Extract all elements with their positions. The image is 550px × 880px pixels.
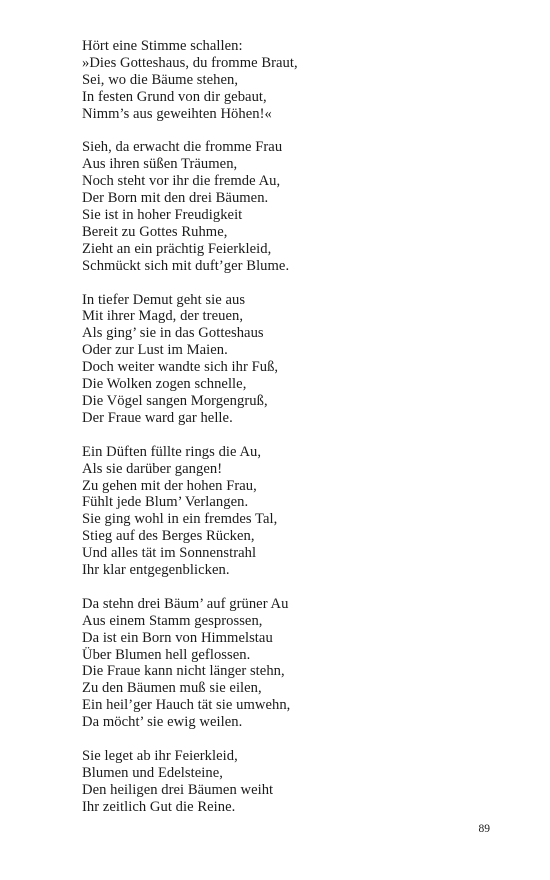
verse-line: Den heiligen drei Bäumen weiht <box>82 781 274 798</box>
stanza <box>82 139 502 274</box>
verse-line: Sei, wo die Bäume stehen, <box>82 71 239 88</box>
verse-line: Ein Düften füllte rings die Au, <box>82 443 262 460</box>
verse-line: Die Vögel sangen Morgengruß, <box>82 393 268 409</box>
verse-line: Sie ging wohl in ein fremdes Tal, <box>82 511 278 528</box>
verse-line: Der Fraue ward gar helle. <box>82 409 233 426</box>
verse-line: Nimm’s aus geweihten Höhen!« <box>82 105 272 122</box>
verse-line: Aus einem Stamm gesprossen, <box>82 612 263 629</box>
verse-line: In festen Grund von dir gebaut, <box>82 88 267 105</box>
verse-line: Noch steht vor ihr die fremde Au, <box>82 173 281 190</box>
verse-line: Da möcht’ sie ewig weilen. <box>82 714 243 731</box>
verse-line: Stieg auf des Berges Rücken, <box>82 528 255 545</box>
verse-line: Aus ihren süßen Träumen, <box>82 156 238 173</box>
verse-line: Sie ist in hoher Freudigkeit <box>82 207 243 224</box>
verse-line: Hört eine Stimme schallen: <box>82 38 243 54</box>
verse-line: Die Fraue kann nicht länger stehn, <box>82 663 285 680</box>
verse-line: Mit ihrer Magd, der treuen, <box>82 308 244 325</box>
verse-line: Die Wolken zogen schnelle, <box>82 376 247 393</box>
verse-line: Ein heil’ger Hauch tät sie umwehn, <box>82 697 291 714</box>
verse-line: Oder zur Lust im Maien. <box>82 342 228 359</box>
stanza <box>82 292 502 427</box>
verse-line: Der Born mit den drei Bäumen. <box>82 190 269 207</box>
verse-line: Blumen und Edelsteine, <box>82 764 223 781</box>
verse-line: »Dies Gotteshaus, du fromme Braut, <box>82 54 298 71</box>
verse-line: Da stehn drei Bäum’ auf grüner Au <box>82 595 289 612</box>
poem-text <box>82 38 502 833</box>
verse-line: Sie leget ab ihr Feierkleid, <box>82 747 238 764</box>
verse-line: Zu gehen mit der hohen Frau, <box>82 477 257 494</box>
verse-line: Als sie darüber gangen! <box>82 460 223 477</box>
stanza <box>82 596 502 731</box>
stanza <box>82 748 502 816</box>
verse-line: Fühlt jede Blum’ Verlangen. <box>82 494 249 511</box>
verse-line: Ihr klar entgegenblicken. <box>82 562 230 579</box>
stanza <box>82 444 502 579</box>
verse-line: Schmückt sich mit duft’ger Blume. <box>82 257 290 274</box>
page-number: 89 <box>478 823 490 835</box>
stanza <box>82 38 502 123</box>
verse-line: In tiefer Demut geht sie aus <box>82 291 246 308</box>
verse-line: Zieht an ein prächtig Feierkleid, <box>82 240 272 257</box>
verse-line: Und alles tät im Sonnenstrahl <box>82 545 257 562</box>
verse-line: Ihr zeitlich Gut die Reine. <box>82 798 236 815</box>
verse-line: Bereit zu Gottes Ruhme, <box>82 223 228 240</box>
verse-line: Doch weiter wandte sich ihr Fuß, <box>82 359 279 376</box>
verse-line: Da ist ein Born von Himmelstau <box>82 629 273 646</box>
verse-line: Als ging’ sie in das Gotteshaus <box>82 325 264 342</box>
verse-line: Sieh, da erwacht die fromme Frau <box>82 139 283 156</box>
verse-line: Zu den Bäumen muß sie eilen, <box>82 680 262 697</box>
verse-line: Über Blumen hell geflossen. <box>82 646 251 663</box>
